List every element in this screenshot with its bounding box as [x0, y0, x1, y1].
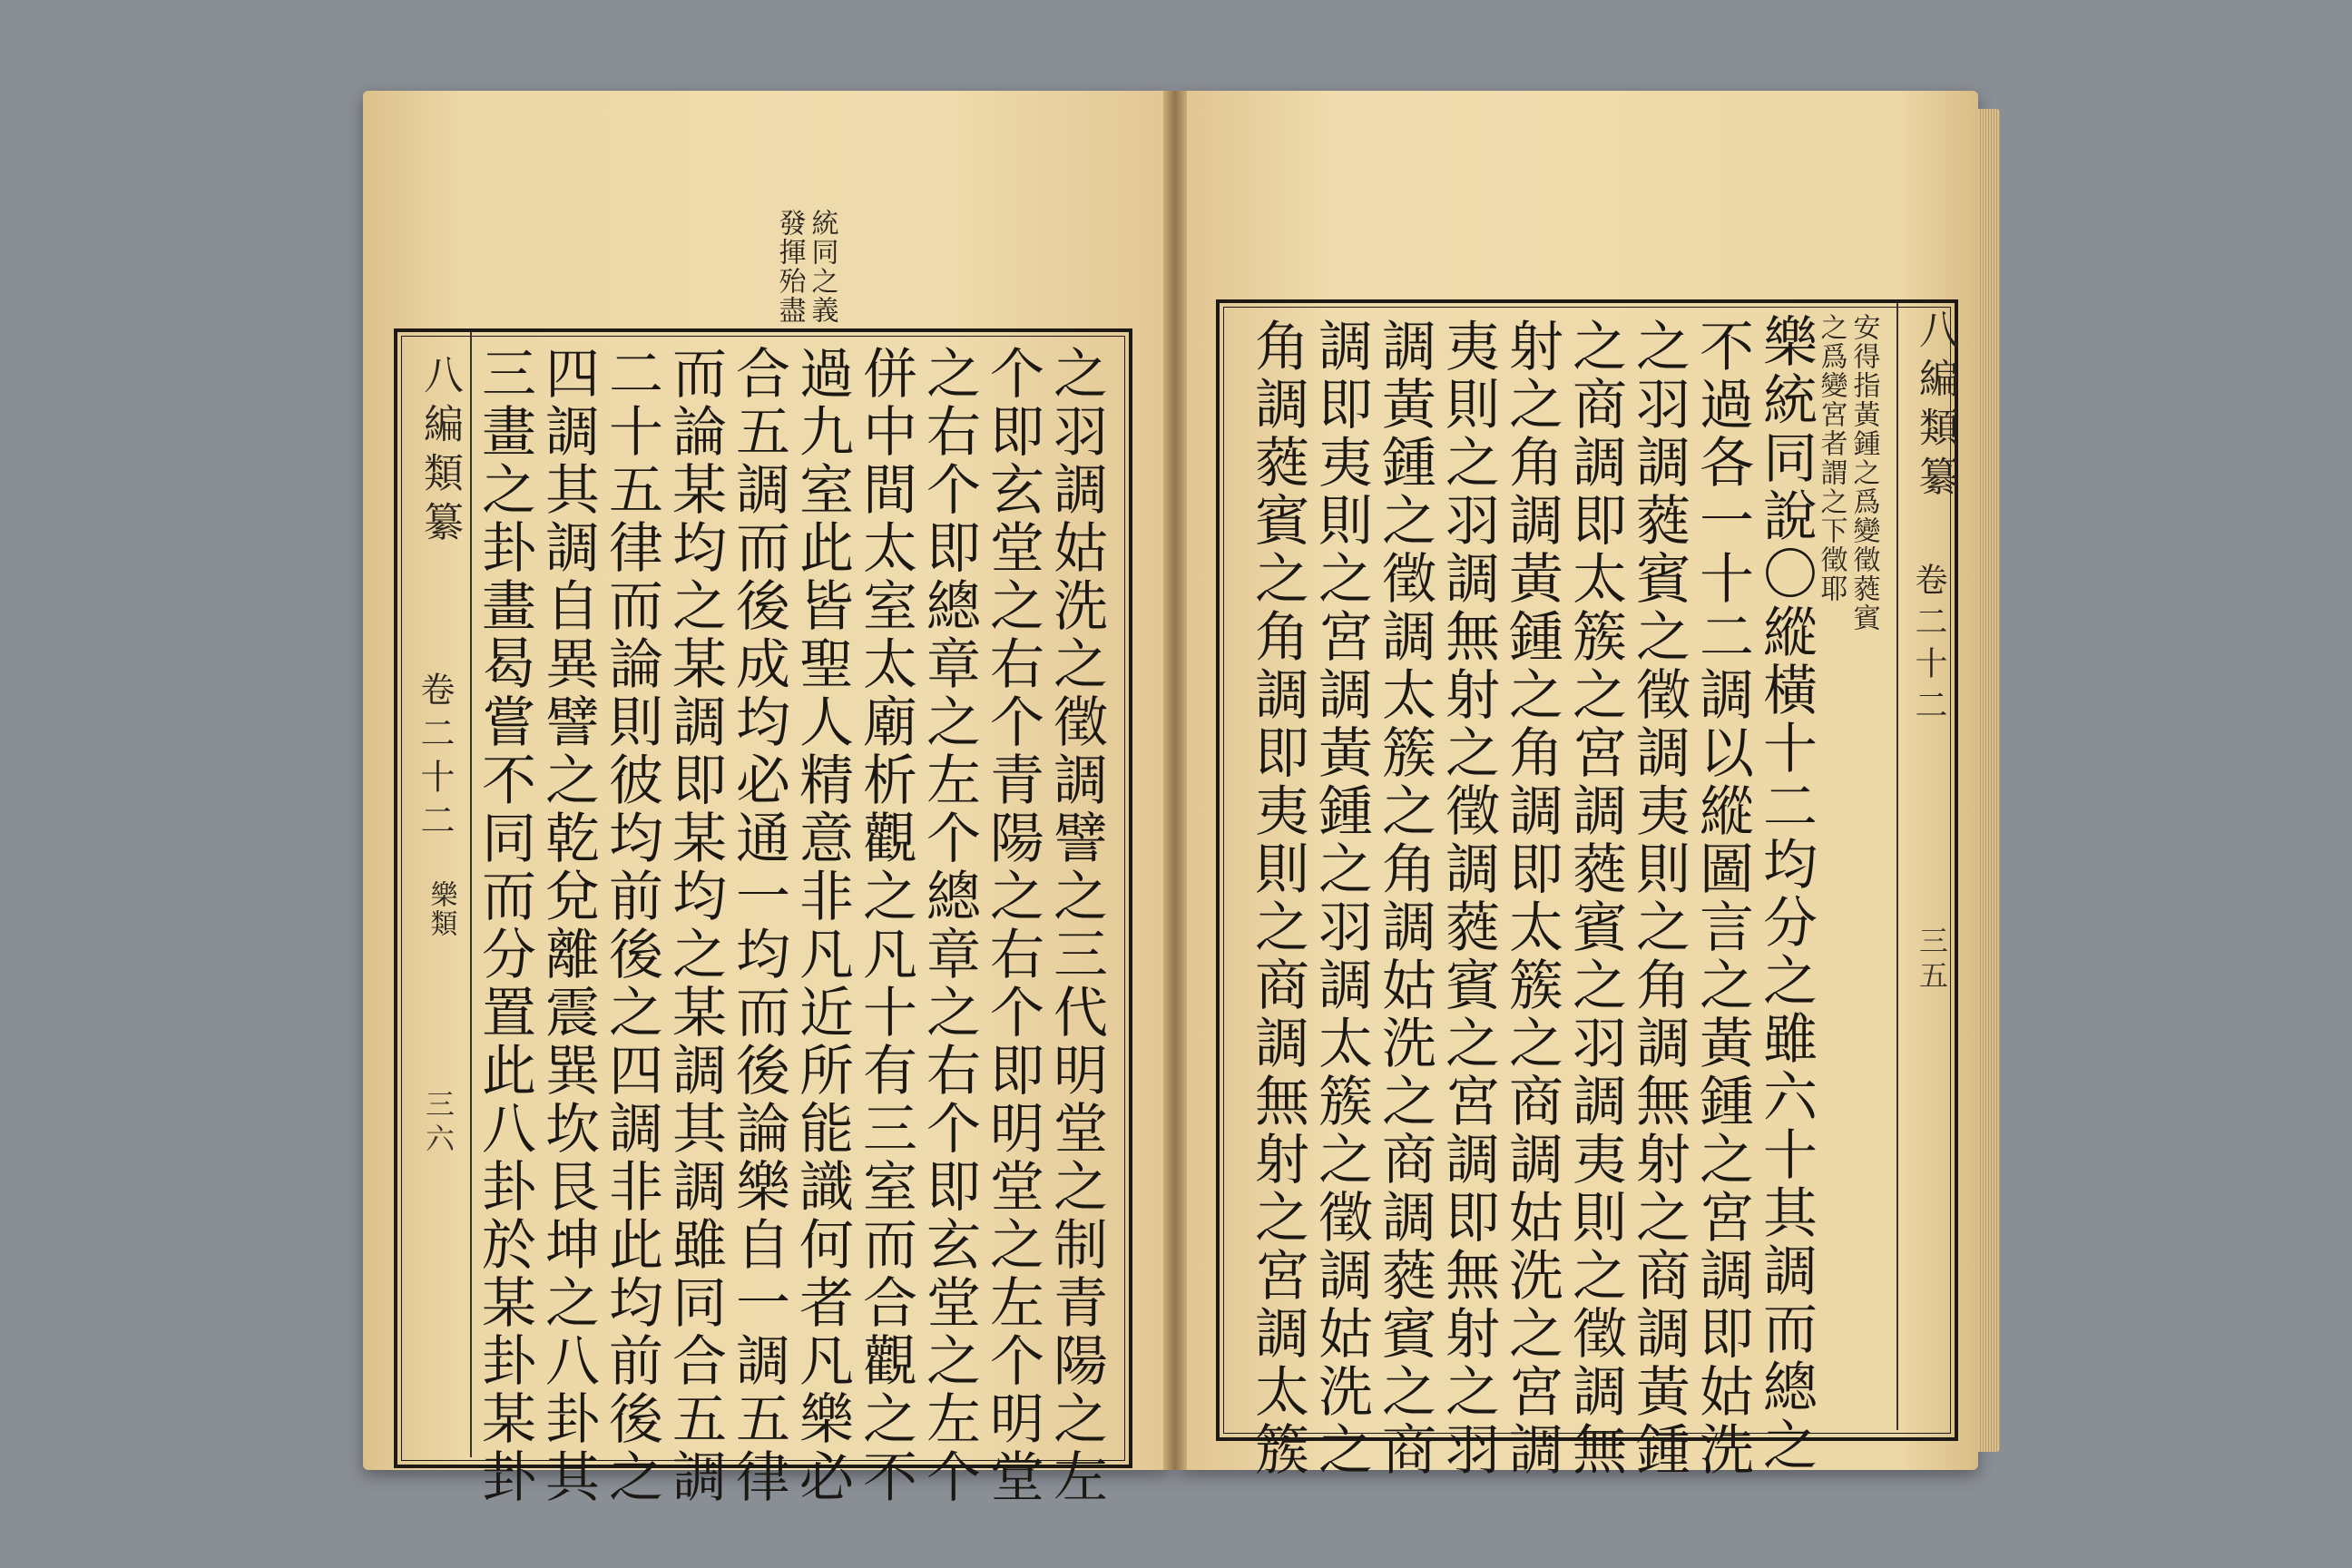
left-text-column-6: 合五調而後成均必通一均而後論樂自一調五律 — [727, 345, 790, 1506]
right-text-column-1: 樂統同說〇縱橫十二均分之雖六十其調而總之 — [1754, 313, 1818, 1475]
open-book — [363, 91, 2005, 1506]
right-text-column-6: 夷則之羽調無射之徵調蕤賓之宮調即無射之羽 — [1436, 318, 1500, 1479]
right-text-column-4: 之商調即太簇之宮調蕤賓之羽調夷則之徵調無 — [1563, 318, 1627, 1479]
left-text-column-8: 二十五律而論則彼均前後之四調非此均前後之 — [600, 345, 663, 1506]
right-margin-volume: 卷二十二 — [1910, 563, 1947, 730]
left-header-note-1: 統同之義 — [806, 209, 838, 325]
right-text-column-9: 角調蕤賓之角調即夷則之商調無射之宮調太簇 — [1246, 318, 1309, 1479]
right-margin-rule — [1896, 303, 1898, 1430]
right-text-column-3: 之羽調蕤賓之徵調夷則之角調無射之商調黃鍾 — [1627, 318, 1690, 1479]
page-edges — [1978, 109, 2000, 1452]
right-header-note-2: 之爲變宮者謂之下徵耶 — [1815, 313, 1847, 603]
left-text-column-2: 个即玄堂之右个青陽之右个即明堂之左个明堂 — [981, 345, 1044, 1506]
right-margin-title: 八編類纂 — [1912, 309, 1958, 505]
left-folio: 三六 — [421, 1089, 456, 1158]
book-gutter — [1163, 91, 1187, 1470]
left-text-column-7: 而論某均之某調即某均之某調其調雖同合五調 — [663, 345, 727, 1506]
left-text-column-10: 三畫之卦畫曷嘗不同而分置此八卦於某卦某卦 — [473, 345, 536, 1506]
right-folio: 三五 — [1915, 926, 1949, 995]
left-text-column-9: 四調其調自異譬之乾兌離震巽坎艮坤之八卦其 — [536, 345, 600, 1506]
right-text-column-5: 射之角調黃鍾之角調即太簇之商調姑洗之宮調 — [1500, 318, 1563, 1479]
left-margin-volume: 卷二十二 — [415, 671, 455, 846]
left-text-column-4: 併中間太室太廟析觀之凡十有三室而合觀之不 — [854, 345, 917, 1506]
left-margin-title: 八編類纂 — [416, 354, 463, 550]
right-header-note-1: 安得指黃鍾之爲變徵蕤賓 — [1847, 313, 1880, 632]
left-text-column-5: 過九室此皆聖人精意非凡近所能識何者凡樂必 — [790, 345, 854, 1506]
right-text-column-8: 調即夷則之宮調黃鍾之羽調太簇之徵調姑洗之 — [1309, 318, 1373, 1479]
left-text-column-1: 之羽調姑洗之徵調譬之三代明堂之制青陽之左 — [1044, 345, 1108, 1506]
left-text-column-3: 之右个即總章之左个總章之右个即玄堂之左个 — [917, 345, 981, 1506]
right-text-column-2: 不過各一十二調以縱圖言之黃鍾之宮調即姑洗 — [1690, 318, 1754, 1479]
left-margin-category: 樂類 — [425, 880, 457, 938]
left-margin-rule — [470, 332, 472, 1457]
right-text-column-7: 調黃鍾之徵調太簇之角調姑洗之商調蕤賓之商 — [1373, 318, 1436, 1479]
left-header-note-2: 發揮殆盡 — [773, 209, 806, 325]
